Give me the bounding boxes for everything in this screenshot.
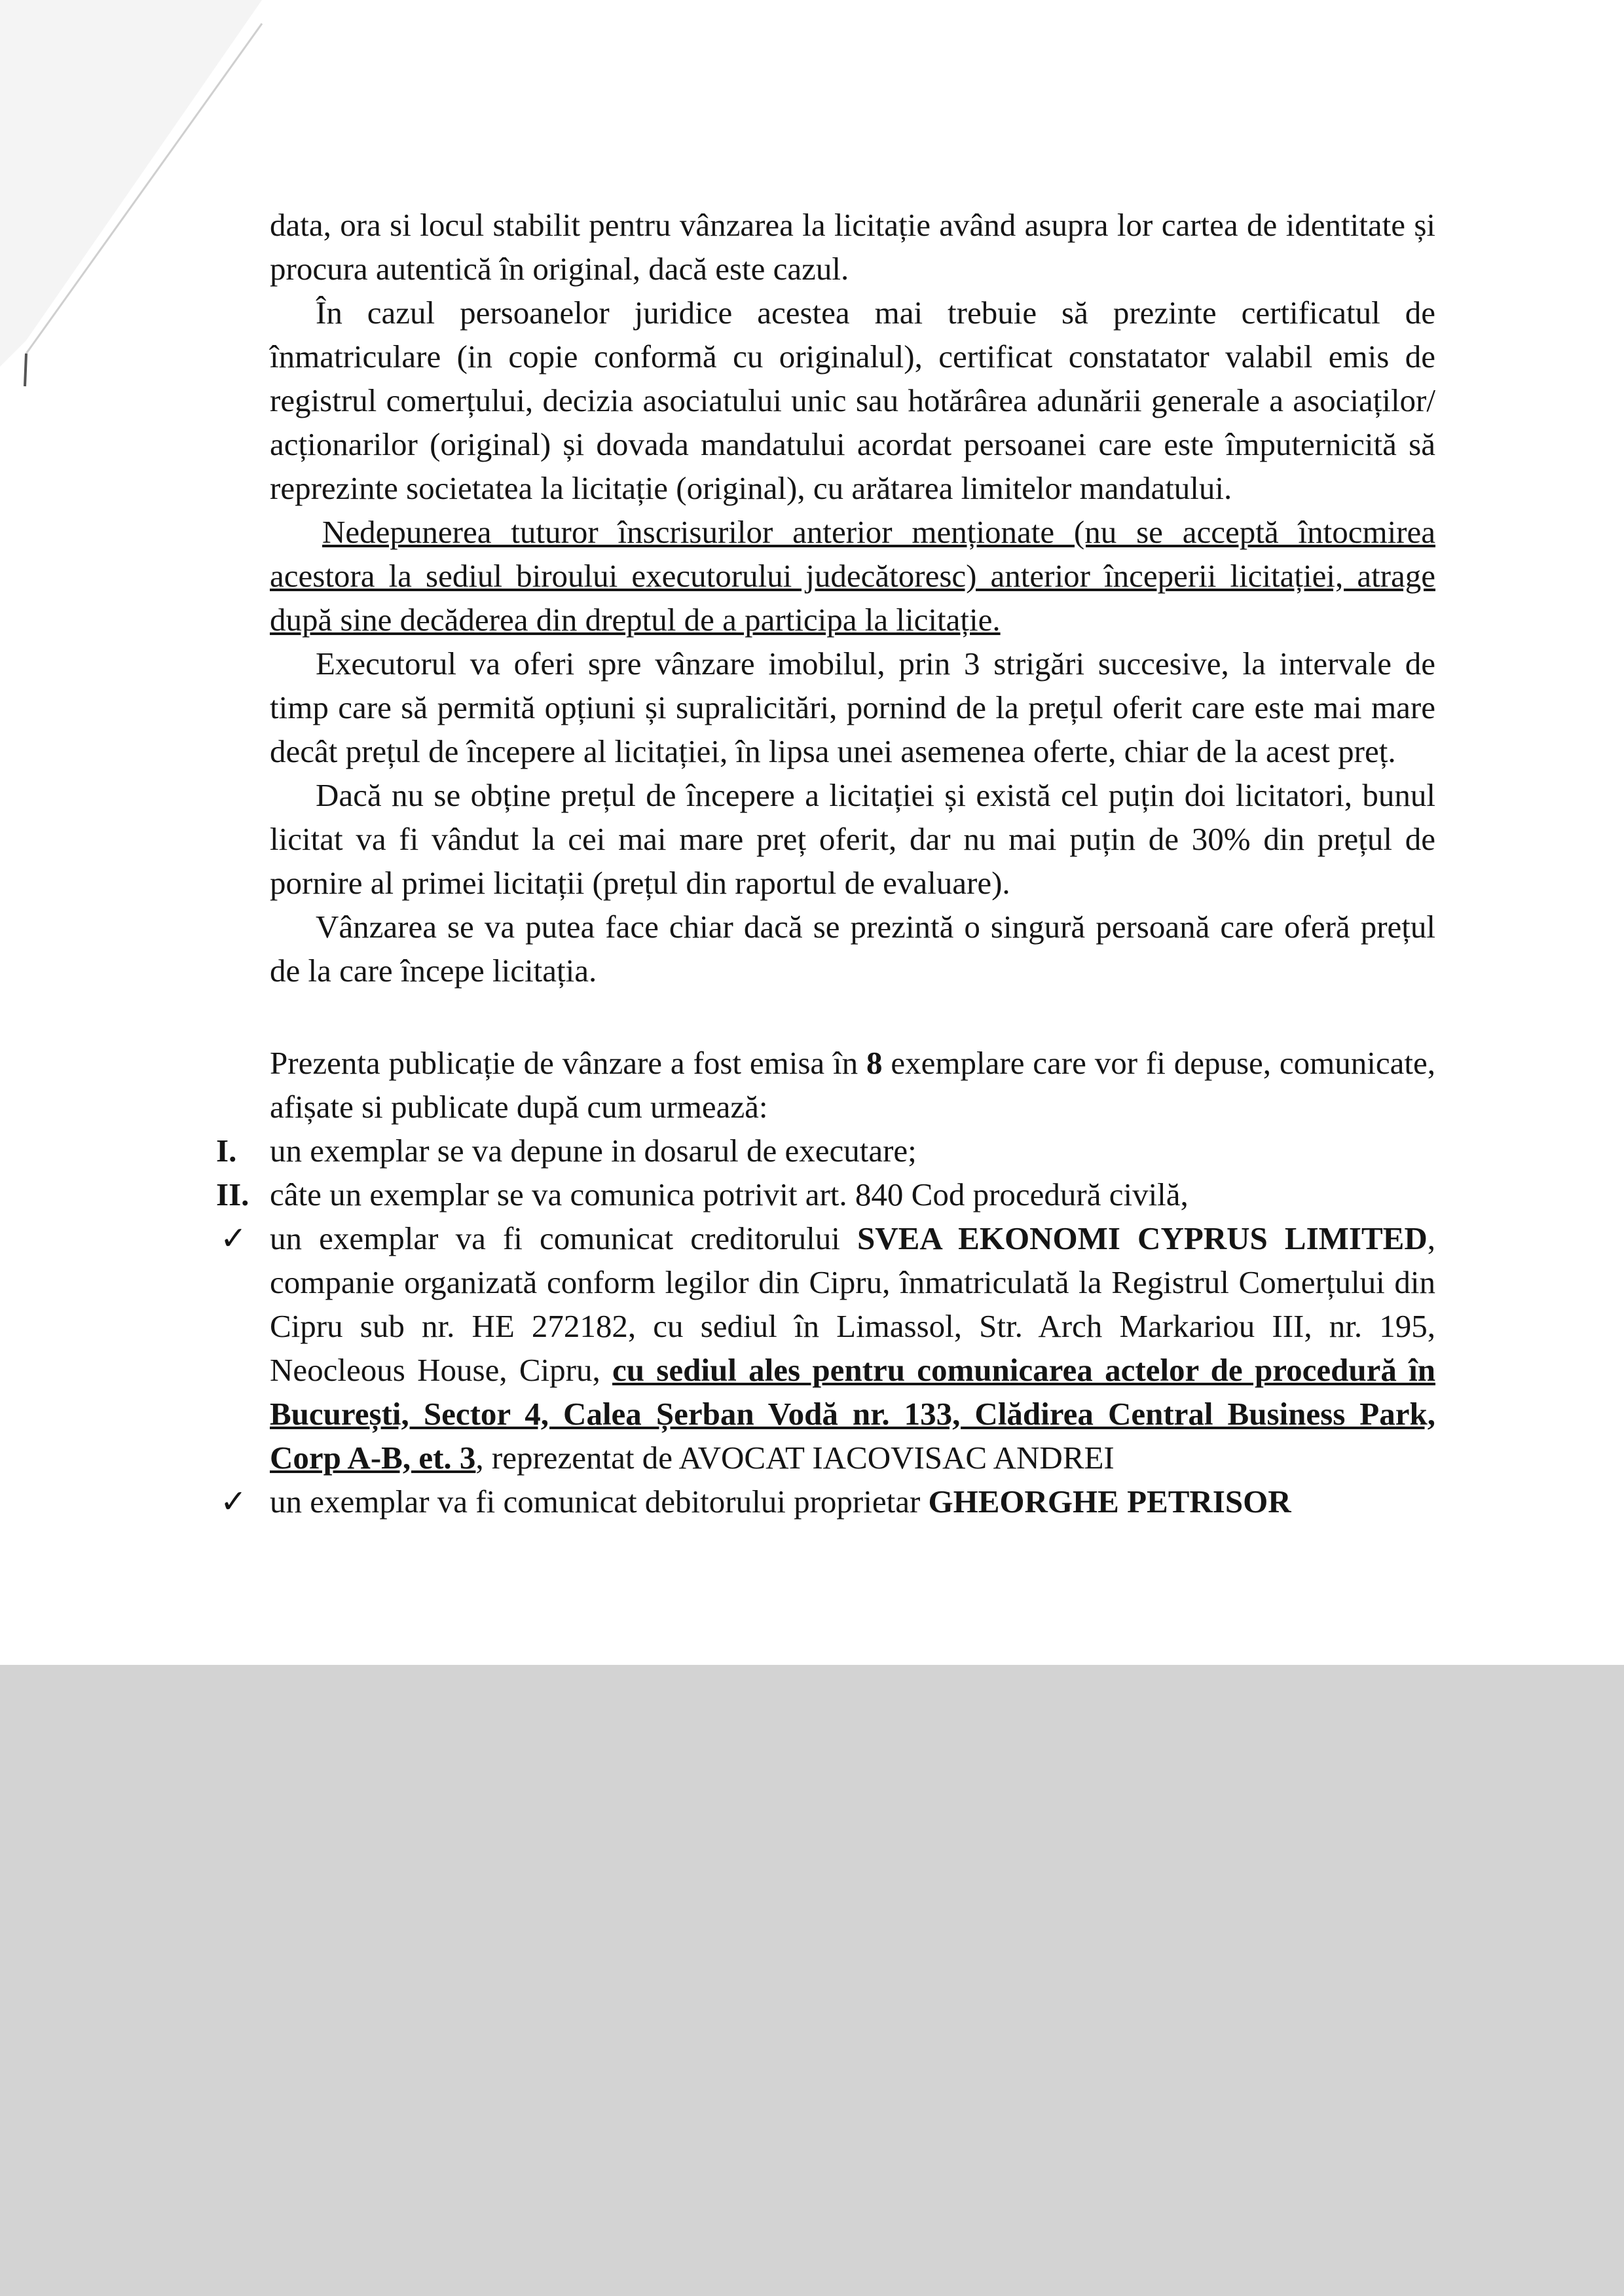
list-item-dossier [216, 1129, 1435, 1173]
scan-cover-area [0, 1665, 1624, 2296]
paragraph-legal-entities: În cazul persoanelor juridice acestea mai trebuie să prezinte certificatul de înmatriculare (in copie conformă cu originalul), certificat constatator valabil emis de registrul comerțului, decizia asociatului unic sau hotărârea adunării generale a asociaților/ acționarilor (original) și dovada mandatului acordat persoanei care este împuternicită să reprezinte societatea la licitație (original), cu arătarea limitelor mandatului. [270, 295, 1435, 506]
list-item-debtor [220, 1480, 1435, 1523]
scan-fold-corner [0, 0, 275, 393]
list-item-text: un exemplar se va depune in dosarul de executare; [270, 1133, 917, 1169]
paragraph-1: data, ora si locul stabilit pentru vânzarea la licitație având asupra lor cartea de identitate și procura autentică în original, dacă este cazul. [270, 207, 1435, 287]
roman-marker-1: I. [216, 1133, 237, 1169]
creditor-details: , companie organizată conform legilor din Cipru, înmatriculată la Registrul Comerțului din Cipru sub nr. HE 272182, cu sediul în Limassol, Str. Arch Markariou III, nr. 195, Neocleous House, Cipru, [270, 1220, 1435, 1388]
paragraph-single-bidder: Vânzarea se va putea face chiar dacă se prezintă o singură persoană care oferă prețul de la care începe licitația. [270, 909, 1435, 989]
debtor-text-before: un exemplar va fi comunicat debitorului proprietar [270, 1484, 929, 1520]
document-body [216, 203, 1435, 1523]
copies-count: 8 [866, 1045, 883, 1081]
publication-intro-before: Prezenta publicație de vânzare a fost emisa în [270, 1045, 867, 1081]
paragraph-bidding-procedure: Executorul va oferi spre vânzare imobilul, prin 3 strigări succesive, la intervale de timp care să permită opțiuni și supralicitări, pornind de la prețul oferit care este mai mare decât prețul de începere al licitației, în lipsa unei asemenea oferte, chiar de la acest preț. [270, 646, 1435, 769]
paragraph-forfeiture-warning: Nedepunerea tuturor înscrisurilor anterior menționate (nu se acceptă întocmirea acestora la sediul biroului executorului judecătoresc) anterior începerii licitației, atrage după sine decăderea din dreptul de a participa la licitație. [270, 514, 1435, 638]
creditor-text-before: un exemplar va fi comunicat creditorului [270, 1220, 858, 1256]
creditor-elected-address: cu sediul ales pentru comunicarea actelor de procedură în București, Sector 4, Calea Șerban Vodă nr. 133, Clădirea Central Business Park, Corp A-B, et. 3 [270, 1352, 1435, 1476]
checkmark-icon: ✓ [220, 1220, 248, 1256]
list-item-communication [216, 1173, 1435, 1216]
paragraph-spacer [270, 993, 1435, 1041]
checkmark-icon: ✓ [220, 1484, 248, 1520]
paragraph-minimum-price: Dacă nu se obține prețul de începere a licitației și există cel puțin doi licitatori, bunul licitat va fi vândut la cei mai mare preț oferit, dar nu mai puțin de 30% din prețul de pornire al primei licitații (prețul din raportul de evaluare). [270, 777, 1435, 901]
list-item-text: câte un exemplar se va comunica potrivit art. 840 Cod procedură civilă, [270, 1176, 1189, 1212]
debtor-name: GHEORGHE PETRISOR [928, 1484, 1291, 1520]
roman-marker-2: II. [216, 1176, 249, 1212]
publication-intro-after: exemplare care vor fi depuse, comunicate, afișate si publicate după cum urmează: [270, 1045, 1435, 1125]
publication-intro [270, 1041, 1435, 1129]
creditor-representative: , reprezentat de AVOCAT IACOVISAC ANDREI [475, 1440, 1115, 1476]
list-item-creditor [220, 1216, 1435, 1480]
creditor-name: SVEA EKONOMI CYPRUS LIMITED [857, 1220, 1428, 1256]
